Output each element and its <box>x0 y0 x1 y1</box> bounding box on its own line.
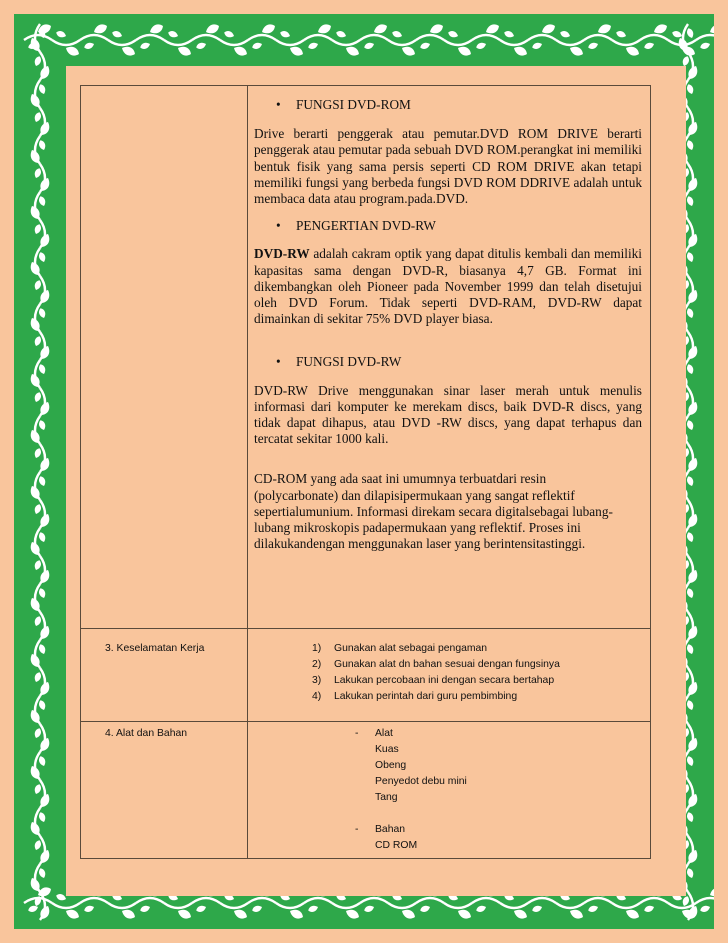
list-item: Penyedot debu mini <box>375 776 467 787</box>
vine-leaf <box>251 41 263 50</box>
vine-stem <box>276 903 304 908</box>
vine-leaf <box>363 41 375 50</box>
label-keselamatan-kerja: 3. Keselamatan Kerja <box>105 643 205 654</box>
cdrom-line: lubang mikroskopis padapermukaan yang reflektif. Proses ini <box>254 520 581 536</box>
vine-leaf <box>64 44 80 58</box>
vine-leaf <box>33 895 42 907</box>
vine-leaf <box>671 30 683 39</box>
vine-stem <box>332 903 360 908</box>
vine-stem <box>164 903 192 908</box>
list-item: 1) Gunakan alat sebagai pengaman <box>312 643 488 654</box>
vine-leaf <box>38 419 47 431</box>
vine-leaf <box>223 30 235 39</box>
vine-stem <box>528 898 556 903</box>
cdrom-line: CD-ROM yang ada saat ini umumnya terbuatdari resin <box>254 471 547 487</box>
vine-leaf <box>33 111 42 123</box>
vine-leaf <box>456 44 472 58</box>
paragraph-cd-rom <box>254 471 650 552</box>
vine-leaf <box>33 279 42 291</box>
vine-leaf <box>568 907 584 921</box>
vine-stem <box>248 898 276 903</box>
vine-leaf <box>686 643 695 655</box>
vine-stem <box>584 898 612 903</box>
vine-leaf <box>38 195 47 207</box>
vine-leaf <box>686 251 695 263</box>
alat-heading: - Alat <box>355 728 393 739</box>
vine-leaf <box>120 907 136 921</box>
vine-leaf <box>33 671 42 683</box>
list-cell-keselamatan <box>248 629 651 722</box>
bullet-icon: • <box>276 218 281 234</box>
vine-leaf <box>686 419 695 431</box>
table-row-keselamatan <box>81 629 651 722</box>
vine-leaf <box>33 783 42 795</box>
vine-stem <box>108 903 136 908</box>
vine-leaf <box>83 41 95 50</box>
vine-leaf <box>111 30 123 39</box>
vine-leaf <box>686 867 695 879</box>
vine-leaf <box>232 44 248 58</box>
list-item: Kuas <box>375 744 399 755</box>
list-item: 3) Lakukan percobaan ini dengan secara bertahap <box>312 675 555 686</box>
vine-stem <box>472 35 500 40</box>
vine-stem <box>500 903 528 908</box>
vine-leaf <box>92 22 108 36</box>
vine-leaf <box>686 363 695 375</box>
vine-leaf <box>400 907 416 921</box>
vine-leaf <box>652 22 668 36</box>
vine-stem <box>472 898 500 903</box>
vine-leaf <box>686 83 695 95</box>
bullet-icon: • <box>276 354 281 370</box>
vine-stem <box>276 40 304 45</box>
list-item: Tang <box>375 792 398 803</box>
bullet-heading-pengertian-dvd-rw: • PENGERTIAN DVD-RW <box>276 218 436 234</box>
vine-leaf <box>33 391 42 403</box>
vine-leaf <box>531 41 543 50</box>
vine-leaf <box>475 904 487 913</box>
vine-leaf <box>204 22 220 36</box>
vine-leaf <box>686 531 695 543</box>
vine-leaf <box>195 904 207 913</box>
label-cell-alat-bahan <box>81 722 248 859</box>
vine-stem <box>612 40 640 45</box>
vine-leaf <box>624 907 640 921</box>
vine-leaf <box>419 41 431 50</box>
vine-leaf <box>456 907 472 921</box>
vine-leaf <box>447 30 459 39</box>
vine-stem <box>556 903 584 908</box>
vine-stem <box>192 35 220 40</box>
vine-stem <box>500 40 528 45</box>
vine-leaf <box>148 22 164 36</box>
vine-leaf <box>195 41 207 50</box>
vine-leaf <box>587 904 599 913</box>
vine-stem <box>192 898 220 903</box>
vine-leaf <box>38 531 47 543</box>
vine-leaf <box>176 907 192 921</box>
bullet-icon: • <box>276 97 281 112</box>
vine-leaf <box>596 22 612 36</box>
vine-stem <box>248 35 276 40</box>
list-item: 4) Lakukan perintah dari guru pembimbing <box>312 691 518 702</box>
vine-leaf <box>587 41 599 50</box>
vine-leaf <box>391 30 403 39</box>
vine-leaf <box>708 885 714 899</box>
paragraph-fungsi-dvd-rw: DVD-RW Drive menggunakan sinar laser merah untuk menulis informasi dari komputer ke merekam discs, baik DVD-R discs, yang tidak dapat dihapus, atau DVD -RW discs, yang dapat terhapus dan tercatat sekitar 1000 kali. <box>254 382 642 447</box>
vine-leaf <box>279 30 291 39</box>
vine-leaf <box>559 30 571 39</box>
vine-stem <box>416 898 444 903</box>
vine-leaf <box>568 44 584 58</box>
vine-leaf <box>38 755 47 767</box>
list-cell-alat-bahan <box>248 722 651 859</box>
vine-stem <box>360 35 388 40</box>
vine-leaf <box>307 904 319 913</box>
vine-leaf <box>38 643 47 655</box>
content-table <box>80 85 651 859</box>
vine-leaf <box>686 811 695 823</box>
vine-leaf <box>316 22 332 36</box>
vine-leaf <box>699 41 711 50</box>
vine-stem <box>416 35 444 40</box>
cdrom-line: dilakukandengan menggunakan laser yang berintensitastinggi. <box>254 536 586 552</box>
vine-leaf <box>512 907 528 921</box>
vine-leaf <box>139 904 151 913</box>
cdrom-line: sepertialumunium. Informasi direkam secara digitalsebagai lubang- <box>254 503 613 519</box>
list-item: 2) Gunakan alat dn bahan sesuai dengan fungsinya <box>312 659 560 670</box>
vine-leaf <box>699 904 711 913</box>
cdrom-line: (polycarbonate) dan dilapisipermukaan yang sangat reflektif <box>254 487 575 503</box>
vine-leaf <box>686 699 695 711</box>
vine-stem <box>444 40 472 45</box>
vine-leaf <box>686 475 695 487</box>
vine-leaf <box>232 907 248 921</box>
vine-leaf <box>344 44 360 58</box>
vine-leaf <box>372 22 388 36</box>
vine-leaf <box>288 44 304 58</box>
vine-leaf <box>64 907 80 921</box>
vine-leaf <box>38 251 47 263</box>
vine-stem <box>220 903 248 908</box>
vine-leaf <box>540 22 556 36</box>
vine-stem <box>164 40 192 45</box>
vine-leaf <box>681 895 690 907</box>
vine-leaf <box>33 727 42 739</box>
vine-leaf <box>363 904 375 913</box>
vine-leaf <box>624 44 640 58</box>
vine-leaf <box>686 195 695 207</box>
vine-leaf <box>38 699 47 711</box>
vine-leaf <box>686 27 695 39</box>
vine-leaf <box>27 904 39 913</box>
vine-stem <box>584 35 612 40</box>
vine-leaf <box>686 307 695 319</box>
vine-leaf <box>260 22 276 36</box>
vine-stem <box>52 903 80 908</box>
vine-stem <box>24 35 52 40</box>
vine-leaf <box>139 41 151 50</box>
vine-stem <box>360 898 388 903</box>
vine-stem <box>640 898 668 903</box>
bahan-heading: - Bahan <box>355 824 406 835</box>
vine-stem <box>528 35 556 40</box>
vine-stem <box>388 40 416 45</box>
vine-leaf <box>686 587 695 599</box>
vine-leaf <box>33 223 42 235</box>
list-item: Obeng <box>375 760 407 771</box>
paragraph-pengertian-dvd-rw: DVD-RW adalah cakram optik yang dapat ditulis kembali dan memiliki kapasitas sama dengan DVD-R, biasanya 4,7 GB. Format ini dikembangkan oleh Pioneer pada November 1999 dan telah disetujui oleh DVD Forum. Tidak seperti DVD-RAM, DVD-RW dapat dimainkan di sekitar 75% DVD player biasa. <box>254 246 642 327</box>
empty-label-cell <box>81 86 248 629</box>
vine-leaf <box>167 30 179 39</box>
vine-leaf <box>33 55 42 67</box>
vine-stem <box>388 903 416 908</box>
vine-leaf <box>400 44 416 58</box>
vine-leaf <box>33 503 42 515</box>
vine-leaf <box>344 907 360 921</box>
vine-leaf <box>38 363 47 375</box>
vine-stem <box>696 35 714 40</box>
table-row-alat-bahan <box>81 722 651 859</box>
paragraph-fungsi-dvd-rom: Drive berarti penggerak atau pemutar.DVD ROM DRIVE berarti penggerak atau pemutar pada sebuah DVD ROM.perangkat ini memiliki bentuk fisik yang sama persis seperti CD ROM DRIVE akan tetapi memiliki fungsi yang berbeda fungsi DVD ROM DDRIVE adalah untuk membaca data atau program.pada.DVD. <box>254 126 642 207</box>
vine-leaf <box>33 447 42 459</box>
vine-leaf <box>419 904 431 913</box>
vine-leaf <box>531 904 543 913</box>
main-content-cell <box>248 86 651 629</box>
vine-stem <box>80 35 108 40</box>
bullet-heading-fungsi-dvd-rom: • FUNGSI DVD-ROM <box>276 97 411 112</box>
vine-leaf <box>475 41 487 50</box>
vine-leaf <box>708 22 714 36</box>
vine-leaf <box>251 904 263 913</box>
list-item: CD ROM <box>375 840 418 851</box>
vine-leaf <box>428 22 444 36</box>
vine-leaf <box>503 30 515 39</box>
vine-leaf <box>38 307 47 319</box>
vine-stem <box>136 35 164 40</box>
vine-leaf <box>38 867 47 879</box>
vine-leaf <box>686 755 695 767</box>
vine-stem <box>332 40 360 45</box>
vine-leaf <box>33 559 42 571</box>
vine-stem <box>80 898 108 903</box>
vine-leaf <box>484 22 500 36</box>
vine-leaf <box>288 907 304 921</box>
vine-leaf <box>512 44 528 58</box>
vine-leaf <box>38 139 47 151</box>
vine-leaf <box>38 83 47 95</box>
vine-leaf <box>643 41 655 50</box>
vine-leaf <box>335 30 347 39</box>
label-alat-dan-bahan: 4. Alat dan Bahan <box>105 728 188 739</box>
vine-leaf <box>33 335 42 347</box>
vine-leaf <box>38 811 47 823</box>
vine-stem <box>444 903 472 908</box>
vine-stem <box>640 35 668 40</box>
vine-leaf <box>686 139 695 151</box>
vine-leaf <box>38 475 47 487</box>
vine-stem <box>304 35 332 40</box>
vine-stem <box>220 40 248 45</box>
vine-stem <box>304 898 332 903</box>
vine-leaf <box>120 44 136 58</box>
vine-leaf <box>643 904 655 913</box>
vine-leaf <box>38 587 47 599</box>
vine-leaf <box>307 41 319 50</box>
vine-stem <box>612 903 640 908</box>
label-cell-keselamatan <box>81 629 248 722</box>
vine-stem <box>556 40 584 45</box>
vine-leaf <box>615 30 627 39</box>
vine-leaf <box>33 615 42 627</box>
vine-leaf <box>33 167 42 179</box>
vine-leaf <box>33 839 42 851</box>
table-row-main <box>81 86 651 629</box>
vine-leaf <box>176 44 192 58</box>
vine-stem <box>696 898 714 903</box>
vine-stem <box>136 898 164 903</box>
bullet-heading-fungsi-dvd-rw: • FUNGSI DVD-RW <box>276 354 402 370</box>
vine-leaf <box>83 904 95 913</box>
vine-stem <box>52 40 80 45</box>
vine-stem <box>108 40 136 45</box>
vine-leaf <box>55 30 67 39</box>
